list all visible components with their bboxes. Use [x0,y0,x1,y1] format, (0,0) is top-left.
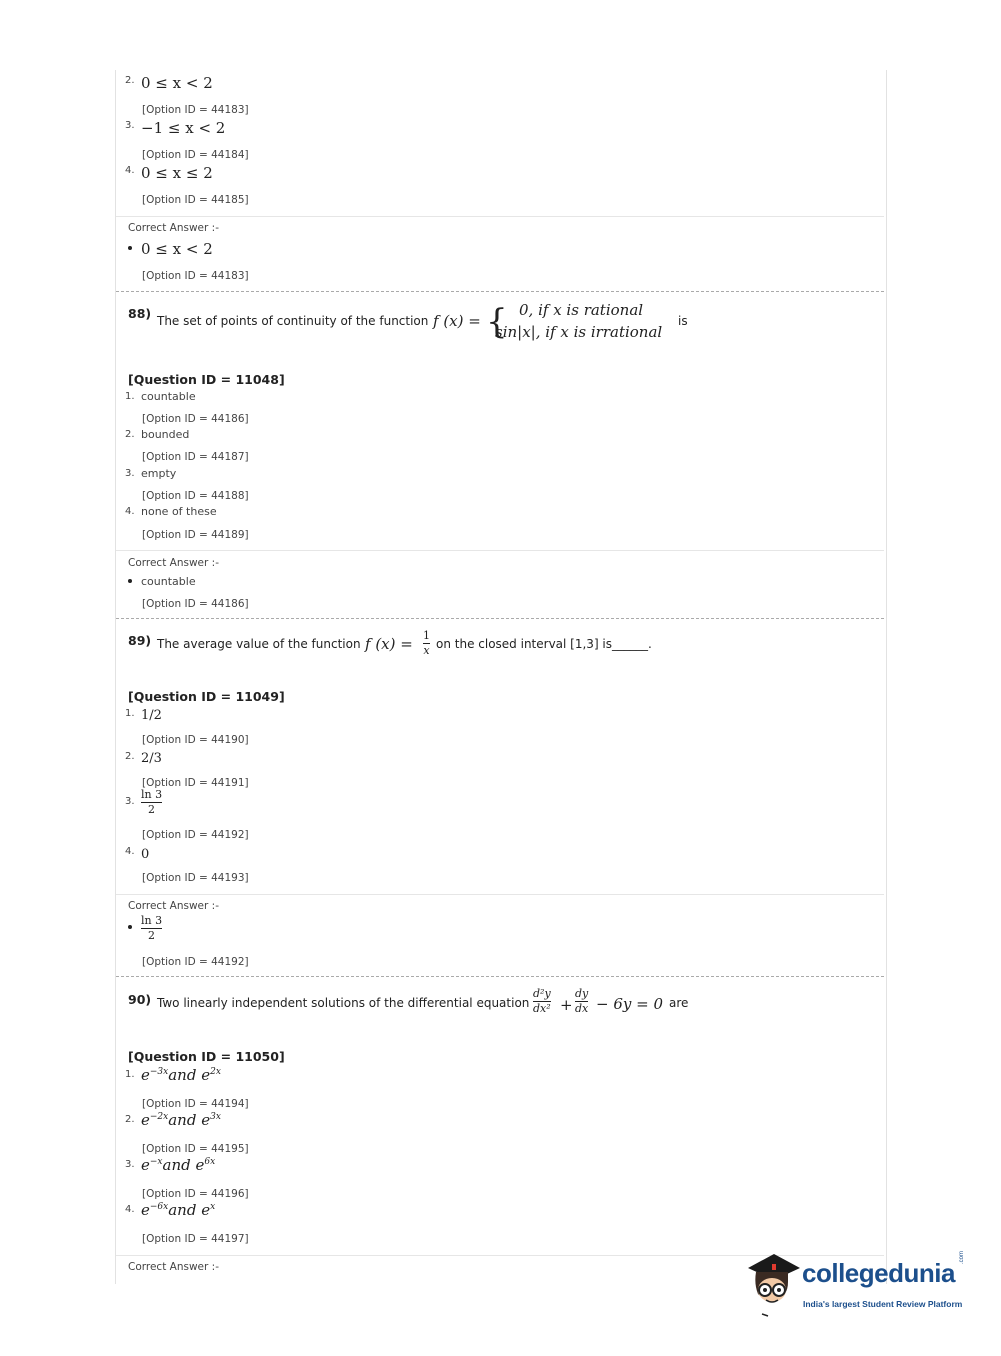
question-id: [Question ID = 11050] [128,1049,285,1064]
correct-answer-label: Correct Answer :- [128,900,219,912]
option-number: 3. [125,468,135,479]
option-text: none of these [141,505,217,518]
option-number: 2. [125,429,135,440]
question-number: 90) [128,992,152,1007]
option-id: [Option ID = 44186] [142,413,249,425]
fraction-denominator: dx² [533,1002,551,1015]
option-number: 3. [125,1159,135,1170]
question-number: 88) [128,306,152,321]
bullet [128,925,132,929]
fraction [575,988,588,1015]
fraction-numerator: dy [575,987,589,1000]
equation-rest: − 6y = 0 [596,995,664,1013]
logo-tagline: India's largest Student Review Platform [803,1299,963,1309]
option-text: countable [141,390,196,403]
option-number: 1. [125,708,135,719]
question-id: [Question ID = 11049] [128,689,285,704]
option-number: 4. [125,506,135,517]
option-id: [Option ID = 44187] [142,451,249,463]
case-2: sin|x|, if x is irrational [495,323,663,341]
option-math: $e^{-6x}and$ $e^x$ [141,1201,216,1219]
option-id: [Option ID = 44192] [142,829,249,841]
option-number: 1. [125,391,135,402]
fraction [533,988,551,1015]
correct-answer-text: countable [141,575,196,588]
correct-answer-label: Correct Answer :- [128,1261,219,1273]
option-id: [Option ID = 44183] [142,104,249,116]
fraction-denominator: x [423,644,430,657]
question-separator [116,618,884,619]
option-id: [Option ID = 44194] [142,1098,249,1110]
mascot-icon [744,1250,804,1320]
question-suffix: are [669,996,689,1010]
option-id: [Option ID = 44193] [142,872,249,884]
fraction-numerator: 1 [423,629,430,642]
option-math: $e^{-2x}and$ $e^{3x}$ [141,1111,221,1129]
option-id: [Option ID = 44192] [142,956,249,968]
correct-answer-label: Correct Answer :- [128,222,219,234]
left-brace: { [486,302,508,342]
bullet [128,579,132,583]
option-number: 2. [125,75,135,86]
bullet [128,246,132,250]
fraction-numerator: d²y [533,987,551,1000]
option-math: 0 [141,847,150,862]
fraction [141,915,162,942]
option-math: $e^{-3x}and$ $e^{2x}$ [141,1066,221,1084]
function-label: f (x) = [433,312,481,330]
option-number: 4. [125,165,135,176]
option-math: 2/3 [141,751,162,766]
option-math: 0 ≤ x < 2 [141,74,213,92]
option-number: 2. [125,1114,135,1125]
divider [116,894,884,895]
case-1: 0, if x is rational [519,301,644,319]
divider [116,216,884,217]
option-math: $e^{-x}and$ $e^{6x}$ [141,1156,216,1174]
option-id: [Option ID = 44191] [142,777,249,789]
question-suffix: on the closed interval [1,3] is______. [436,637,652,651]
fraction-denominator: dx [575,1002,589,1015]
fraction [141,789,162,816]
option-id: [Option ID = 44196] [142,1188,249,1200]
option-id: [Option ID = 44186] [142,598,249,610]
fraction-numerator: ln 3 [141,914,163,927]
question-id: [Question ID = 11048] [128,372,285,387]
question-text: The set of points of continuity of the function [157,314,429,328]
option-text: empty [141,467,177,480]
option-number: 1. [125,1069,135,1080]
option-id: [Option ID = 44189] [142,529,249,541]
question-text: Two linearly independent solutions of the differential equation [157,996,530,1010]
fraction [423,630,430,657]
option-id: [Option ID = 44185] [142,194,249,206]
question-separator [116,976,884,977]
option-math: 0 ≤ x ≤ 2 [141,164,213,182]
option-id: [Option ID = 44188] [142,490,249,502]
correct-answer-math: 0 ≤ x < 2 [141,240,213,258]
fraction-denominator: 2 [148,929,156,942]
option-number: 4. [125,1204,135,1215]
correct-answer-label: Correct Answer :- [128,557,219,569]
option-number: 3. [125,796,135,807]
option-text: bounded [141,428,190,441]
option-id: [Option ID = 44183] [142,270,249,282]
logo-com: .com [959,1250,965,1264]
logo-wordmark: collegedunia [802,1258,955,1288]
fraction-numerator: ln 3 [141,788,163,801]
option-number: 4. [125,846,135,857]
collegedunia-logo [744,1250,974,1320]
question-separator [116,291,884,292]
divider [116,550,884,551]
option-number: 2. [125,751,135,762]
option-number: 3. [125,120,135,131]
question-number: 89) [128,633,152,648]
option-id: [Option ID = 44197] [142,1233,249,1245]
option-id: [Option ID = 44195] [142,1143,249,1155]
function-label: f (x) = [365,635,413,653]
option-math: 1/2 [141,708,162,723]
option-id: [Option ID = 44190] [142,734,249,746]
plus-sign: + [560,996,573,1014]
question-suffix: is [678,314,688,328]
option-id: [Option ID = 44184] [142,149,249,161]
question-text: The average value of the function [157,637,361,651]
fraction-denominator: 2 [148,803,156,816]
option-math: −1 ≤ x < 2 [141,119,226,137]
